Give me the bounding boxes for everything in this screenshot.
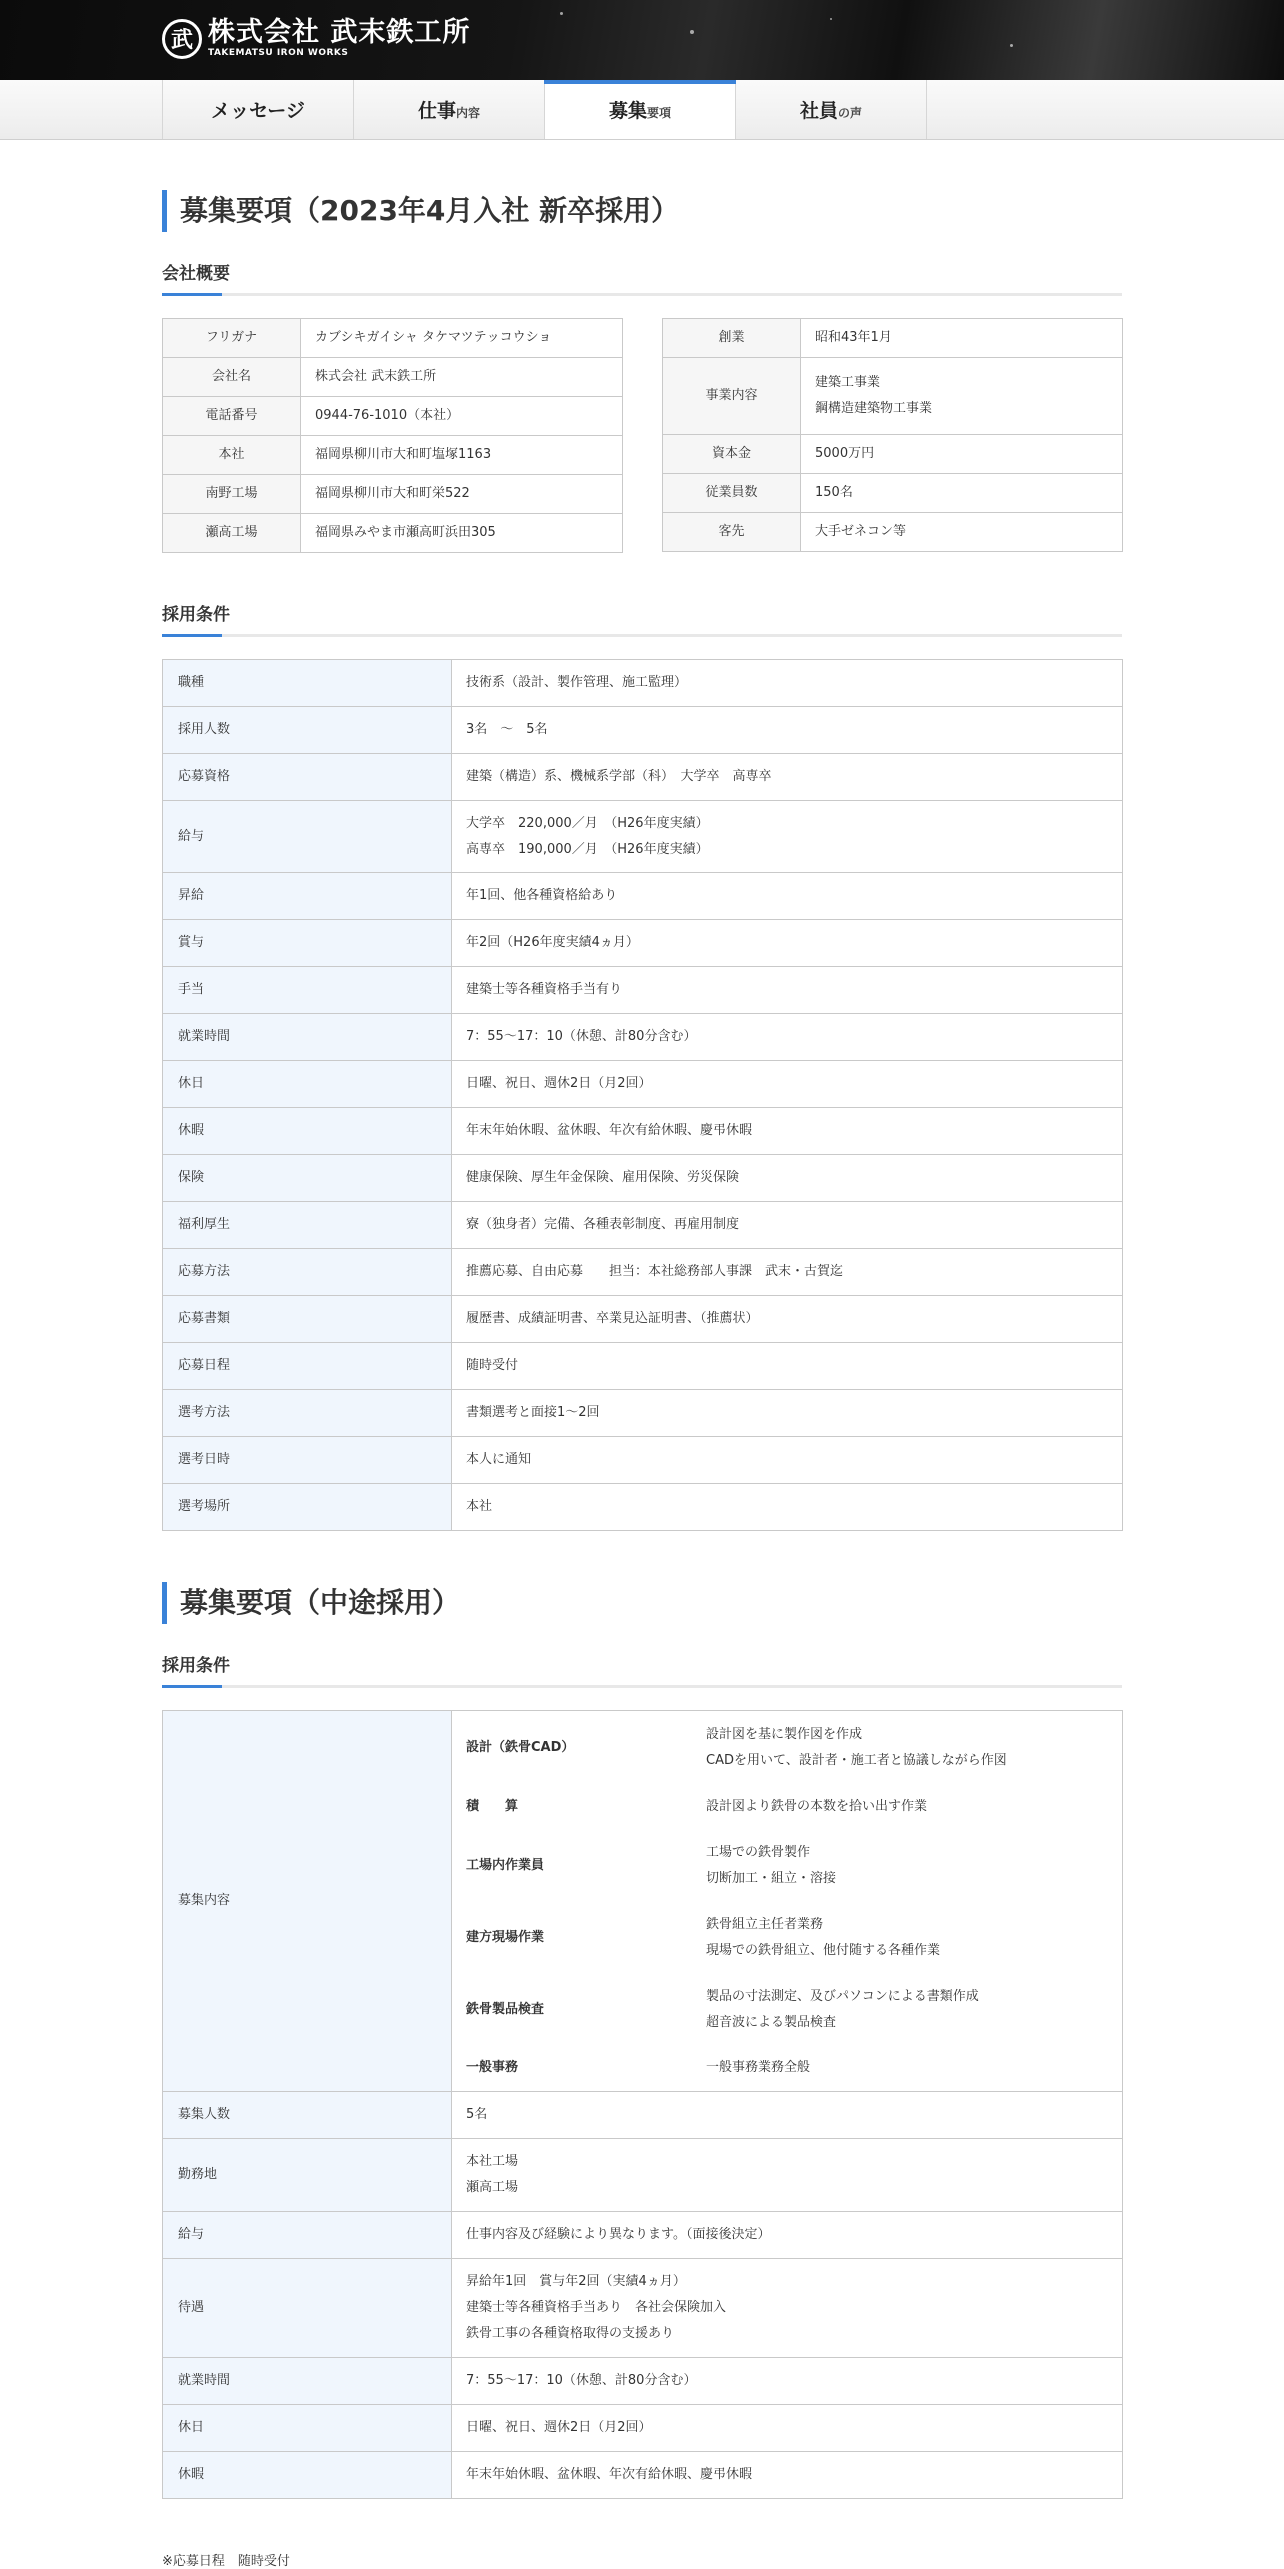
- site-header: [0, 0, 1284, 80]
- nav-tab-label: 募集: [608, 100, 647, 122]
- company-value: 株式会社 武末鉄工所: [301, 358, 623, 397]
- table-row: [663, 358, 1123, 435]
- condition-value: 寮（独身者）完備、各種表彰制度、再雇用制度: [452, 1202, 1123, 1249]
- company-name-en: TAKEMATSU IRON WORKS: [208, 48, 349, 58]
- table-row: [163, 1061, 1123, 1108]
- table-row: [663, 513, 1123, 552]
- table-row: [163, 514, 623, 553]
- table-row: [163, 1296, 1123, 1343]
- company-name: 株式会社 武末鉄工所: [208, 17, 471, 48]
- table-row: [163, 1437, 1123, 1484]
- condition-value: 7：55～17：10（休憩、計80分含む）: [452, 2358, 1123, 2405]
- condition-label: 休暇: [163, 1108, 452, 1155]
- table-row: [163, 920, 1123, 967]
- table-row: [163, 873, 1123, 920]
- position-description-line: 設計図を基に製作図を作成: [706, 1726, 863, 1742]
- company-info-table-right: [662, 318, 1123, 552]
- position-description-line: CADを用いて、設計者・施工者と協議しながら作図: [706, 1752, 1007, 1768]
- company-label: 本社: [163, 436, 301, 475]
- section-heading-conditions-midcareer: 採用条件: [162, 1654, 1122, 1688]
- nav-tab-sublabel: 要項: [647, 105, 672, 120]
- condition-label: 応募書類: [163, 1296, 452, 1343]
- table-row: [163, 436, 623, 475]
- header-background-spark: [1010, 44, 1013, 47]
- condition-label: 休暇: [163, 2452, 452, 2499]
- header-background-spark: [830, 18, 832, 20]
- condition-label: 応募方法: [163, 1249, 452, 1296]
- condition-value: 年末年始休暇、盆休暇、年次有給休暇、慶弔休暇: [452, 1108, 1123, 1155]
- header-background-spark: [560, 12, 563, 15]
- condition-label: 募集人数: [163, 2092, 452, 2139]
- company-label: 電話番号: [163, 397, 301, 436]
- condition-value-line: 高専卒 190,000／月 （H26年度実績）: [466, 841, 709, 857]
- condition-label: 待遇: [163, 2259, 452, 2358]
- condition-value: 年末年始休暇、盆休暇、年次有給休暇、慶弔休暇: [452, 2452, 1123, 2499]
- table-row: [163, 754, 1123, 801]
- company-value: 5000万円: [801, 435, 1123, 474]
- condition-value: [452, 801, 1123, 873]
- condition-label: 選考場所: [163, 1484, 452, 1531]
- condition-label: 就業時間: [163, 2358, 452, 2405]
- table-row: [163, 2452, 1123, 2499]
- condition-value: 健康保険、厚生年金保険、雇用保険、労災保険: [452, 1155, 1123, 1202]
- condition-label: 就業時間: [163, 1014, 452, 1061]
- page-title-newgrad: 募集要項（2023年4月入社 新卒採用）: [162, 190, 679, 232]
- position-description-line: 鉄骨組立主任者業務: [706, 1916, 824, 1932]
- table-row: [663, 319, 1123, 358]
- company-value: 福岡県みやま市瀬高町浜田305: [301, 514, 623, 553]
- condition-label: 職種: [163, 660, 452, 707]
- table-row: [163, 2092, 1123, 2139]
- condition-value: 本社: [452, 1484, 1123, 1531]
- newgrad-conditions-table: [162, 659, 1123, 1531]
- nav-tab-sublabel: の声: [838, 105, 863, 120]
- condition-label: 応募日程: [163, 1343, 452, 1390]
- position-description-line: 製品の寸法測定、及びパソコンによる書類作成: [706, 1988, 979, 2004]
- condition-value: 建築士等各種資格手当有り: [452, 967, 1123, 1014]
- position-description: [706, 1712, 1108, 1784]
- position-name: 建方現場作業: [466, 1929, 545, 1945]
- company-value-line: 建築工事業: [815, 375, 881, 390]
- position-description-line: 工場での鉄骨製作: [706, 1844, 811, 1860]
- condition-value: 技術系（設計、製作管理、施工監理）: [452, 660, 1123, 707]
- company-value-line: 鋼構造建築物工事業: [815, 401, 933, 416]
- condition-label: 保険: [163, 1155, 452, 1202]
- table-row: [163, 1249, 1123, 1296]
- company-label: 事業内容: [663, 358, 801, 435]
- table-row: [163, 397, 623, 436]
- nav-tab-work[interactable]: [354, 80, 545, 139]
- nav-tab-recruit[interactable]: [545, 80, 736, 139]
- condition-label: 採用人数: [163, 707, 452, 754]
- table-row: [163, 2212, 1123, 2259]
- condition-label: 昇給: [163, 873, 452, 920]
- application-schedule-note: ※応募日程 随時受付: [162, 2554, 290, 2569]
- condition-value: 本人に通知: [452, 1437, 1123, 1484]
- position-description: [706, 1974, 1108, 2046]
- table-row: [163, 1108, 1123, 1155]
- condition-value: 書類選考と面接1～2回: [452, 1390, 1123, 1437]
- table-row: [163, 2358, 1123, 2405]
- table-row: [163, 2259, 1123, 2358]
- condition-value-line: 本社工場: [466, 2154, 519, 2169]
- position-description: 設計図より鉄骨の本数を拾い出す作業: [706, 1798, 928, 1814]
- company-label: 資本金: [663, 435, 801, 474]
- table-row: [663, 474, 1123, 513]
- logo-mark-icon: 武: [162, 19, 202, 59]
- condition-label: 給与: [163, 2212, 452, 2259]
- condition-value: 年1回、他各種資格給あり: [452, 873, 1123, 920]
- table-row: [163, 1343, 1123, 1390]
- position-row: [466, 1784, 1108, 1830]
- position-description-line: 超音波による製品検査: [706, 2014, 837, 2030]
- position-row: [466, 1712, 1108, 1784]
- condition-value: 履歴書、成績証明書、卒業見込証明書、（推薦状）: [452, 1296, 1123, 1343]
- company-value: 昭和43年1月: [801, 319, 1123, 358]
- condition-value: [452, 2139, 1123, 2212]
- table-row: [163, 1711, 1123, 2092]
- table-row: [663, 435, 1123, 474]
- table-row: [163, 660, 1123, 707]
- table-row: [163, 801, 1123, 873]
- position-name: 鉄骨製品検査: [466, 2001, 545, 2017]
- position-row: [466, 1902, 1108, 1974]
- table-row: [163, 1390, 1123, 1437]
- condition-label: 応募資格: [163, 754, 452, 801]
- position-description: [706, 1902, 1108, 1974]
- table-row: [163, 475, 623, 514]
- company-value: カブシキガイシャ タケマツテッコウショ: [301, 319, 623, 358]
- company-info-table-left: [162, 318, 623, 553]
- midcareer-conditions-table: [162, 1710, 1123, 2499]
- position-row: [466, 1974, 1108, 2046]
- nav-tab-label: 仕事: [417, 100, 456, 122]
- table-row: [163, 358, 623, 397]
- condition-value: 日曜、祝日、週休2日（月2回）: [452, 1061, 1123, 1108]
- condition-label: 福利厚生: [163, 1202, 452, 1249]
- positions-cell: [452, 1711, 1123, 2092]
- condition-value-line: 大学卒 220,000／月 （H26年度実績）: [466, 815, 709, 831]
- position-name: 工場内作業員: [466, 1857, 545, 1873]
- position-description-line: 切断加工・組立・溶接: [706, 1870, 837, 1886]
- table-row: [163, 1484, 1123, 1531]
- nav-tab-message[interactable]: [163, 80, 354, 139]
- page-title-midcareer: 募集要項（中途採用）: [162, 1582, 460, 1624]
- table-row: [163, 1202, 1123, 1249]
- condition-value: 推薦応募、自由応募 担当：本社総務部人事課 武末・古賀迄: [452, 1249, 1123, 1296]
- condition-value: 年2回（H26年度実績4ヵ月）: [452, 920, 1123, 967]
- condition-label: 休日: [163, 1061, 452, 1108]
- condition-value-line: 鉄骨工事の各種資格取得の支援あり: [466, 2326, 675, 2341]
- positions-list: [466, 1712, 1108, 2091]
- condition-value: 日曜、祝日、週休2日（月2回）: [452, 2405, 1123, 2452]
- position-name: 一般事務: [466, 2060, 519, 2075]
- condition-value: 5名: [452, 2092, 1123, 2139]
- company-value: 福岡県柳川市大和町塩塚1163: [301, 436, 623, 475]
- condition-value-line: 建築士等各種資格手当あり 各社会保険加入: [466, 2300, 727, 2315]
- condition-value: 3名 ～ 5名: [452, 707, 1123, 754]
- company-label: 客先: [663, 513, 801, 552]
- table-row: [163, 319, 623, 358]
- condition-label: 選考日時: [163, 1437, 452, 1484]
- company-value: 150名: [801, 474, 1123, 513]
- position-name: 設計（鉄骨CAD）: [466, 1739, 575, 1755]
- company-label: 南野工場: [163, 475, 301, 514]
- condition-label: 手当: [163, 967, 452, 1014]
- condition-value-line: 瀬高工場: [466, 2180, 519, 2195]
- condition-value-line: 昇給年1回 賞与年2回（実績4ヵ月）: [466, 2274, 686, 2289]
- position-description: [706, 1830, 1108, 1902]
- nav-tab-voices[interactable]: [736, 80, 927, 139]
- table-row: [163, 2405, 1123, 2452]
- condition-label: 選考方法: [163, 1390, 452, 1437]
- position-row: [466, 2046, 1108, 2091]
- table-row: [163, 1155, 1123, 1202]
- company-value: 0944-76-1010（本社）: [301, 397, 623, 436]
- nav-tab-label: 社員: [799, 100, 838, 122]
- company-label: 創業: [663, 319, 801, 358]
- company-label: 従業員数: [663, 474, 801, 513]
- site-logo[interactable]: [162, 18, 470, 59]
- condition-label: 給与: [163, 801, 452, 873]
- table-row: [163, 707, 1123, 754]
- company-value: [801, 358, 1123, 435]
- company-label: 瀬高工場: [163, 514, 301, 553]
- position-name: 積 算: [466, 1798, 519, 1814]
- condition-label: 賞与: [163, 920, 452, 967]
- global-nav: [0, 80, 1284, 140]
- company-value: 大手ゼネコン等: [801, 513, 1123, 552]
- condition-value: [452, 2259, 1123, 2358]
- table-row: [163, 1014, 1123, 1061]
- condition-value: 建築（構造）系、機械系学部（科） 大学卒 高専卒: [452, 754, 1123, 801]
- table-row: [163, 967, 1123, 1014]
- company-value: 福岡県柳川市大和町栄522: [301, 475, 623, 514]
- nav-tab-sublabel: 内容: [456, 105, 481, 120]
- condition-label: 勤務地: [163, 2139, 452, 2212]
- company-label: 会社名: [163, 358, 301, 397]
- position-row: [466, 1830, 1108, 1902]
- table-row: [163, 2139, 1123, 2212]
- condition-value: 仕事内容及び経験により異なります。（面接後決定）: [452, 2212, 1123, 2259]
- condition-label: 募集内容: [163, 1711, 452, 2092]
- position-description: 一般事務業務全般: [706, 2060, 811, 2075]
- nav-tab-label: メッセージ: [211, 100, 305, 122]
- section-heading-company: 会社概要: [162, 262, 1122, 296]
- position-description-line: 現場での鉄骨組立、他付随する各種作業: [706, 1942, 941, 1958]
- condition-value: 随時受付: [452, 1343, 1123, 1390]
- condition-value: 7：55～17：10（休憩、計80分含む）: [452, 1014, 1123, 1061]
- condition-label: 休日: [163, 2405, 452, 2452]
- header-background-spark: [690, 30, 694, 34]
- section-heading-conditions-newgrad: 採用条件: [162, 603, 1122, 637]
- company-label: フリガナ: [163, 319, 301, 358]
